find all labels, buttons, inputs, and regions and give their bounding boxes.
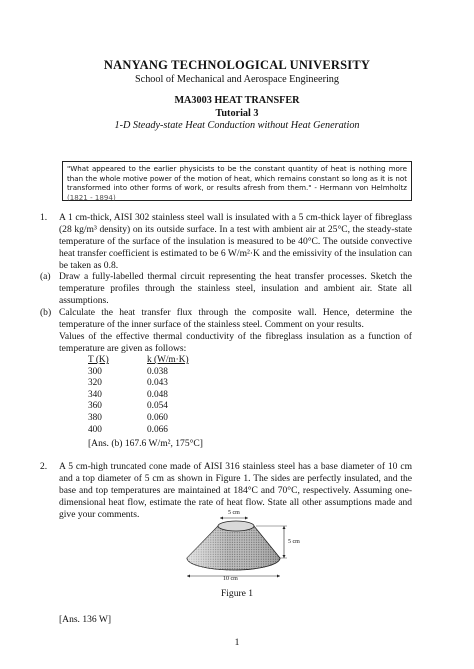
table-row: 360 0.054	[88, 401, 168, 412]
page-number: 1	[234, 637, 240, 648]
table-row: 300 0.038	[88, 366, 168, 377]
q1b-text: Calculate the heat transfer flux through the composite wall. Hence, determine the temperature of the inner surface of the stainless steel. Comment on your results.	[59, 307, 412, 330]
tutorial-number: Tutorial 3	[215, 108, 259, 119]
figure-top-label: 5 cm	[228, 510, 240, 516]
figure-side-label: 5 cm	[288, 539, 300, 545]
table-row: 380 0.060	[88, 412, 168, 423]
table-row: 320 0.043	[88, 378, 168, 389]
university-title: NANYANG TECHNOLOGICAL UNIVERSITY	[103, 58, 371, 72]
table-row: 340 0.048	[88, 389, 168, 400]
truncated-cone-drawing	[176, 510, 306, 585]
figure-bottom-label: 10 cm	[223, 576, 238, 582]
q2-number: 2.	[40, 461, 48, 472]
figure-caption: Figure 1	[220, 588, 254, 599]
q1-text: A 1 cm-thick, AISI 302 stainless steel wall is insulated with a 5 cm-thick layer of fibreglass (28 kg/m³ density) on its outside surface. In a test with ambient air at 25°C, the steady-state temperature of the surface of the insulation is measured to be 40°C. The outside convective heat transfer coefficient is estimated to be 6 W/m²·K and the emissivity of the insulation can be taken as 0.8.	[59, 212, 412, 271]
course-title: MA3003 HEAT TRANSFER	[174, 95, 300, 106]
q1-answer: [Ans. (b) 167.6 W/m², 175°C]	[88, 438, 203, 449]
q1a-label: (a)	[40, 271, 51, 282]
tutorial-topic: 1-D Steady-state Heat Conduction without Heat Generation	[114, 120, 360, 131]
quote-years: (1821 - 1894)	[67, 192, 116, 202]
table-header-temperature: T (K)	[88, 355, 109, 365]
q1b-note: Values of the effective thermal conductivity of the fibreglass insulation as a function of temperature are given as follows:	[59, 331, 412, 354]
q2-answer: [Ans. 136 W]	[59, 614, 112, 625]
table-row: 400 0.066	[88, 424, 168, 435]
q2-text: A 5 cm-high truncated cone made of AISI 316 stainless steel has a base diameter of 10 cm and a top diameter of 5 cm as shown in Figure 1. The sides are perfectly insulated, and the base and top temperatures are maintained at 184°C and 70°C, respectively. Assuming one-dimensional heat flow, estimate the rate of heat flow. State all other assumptions made and give your comments.	[59, 461, 412, 520]
table-header-conductivity: k (W/m·K)	[147, 355, 189, 365]
school-name: School of Mechanical and Aerospace Engineering	[135, 74, 339, 85]
q1-number: 1.	[40, 212, 48, 223]
quote-box	[62, 161, 412, 201]
figure-1	[176, 510, 306, 585]
conductivity-table	[88, 355, 189, 436]
quote-text: "What appeared to the earlier physicists to be the constant quantity of heat is nothing more than the whole motive power of the motion of heat, which remains constant so long as it is not transformed into other forms of work, or results afresh from them." - Hermann von Helmholtz	[67, 164, 407, 193]
q1a-text: Draw a fully-labelled thermal circuit representing the heat transfer processes. Sketch the temperature profiles through the stainless steel, insulation and ambient air. State all assumptions.	[59, 271, 412, 306]
q1b-label: (b)	[40, 307, 52, 318]
